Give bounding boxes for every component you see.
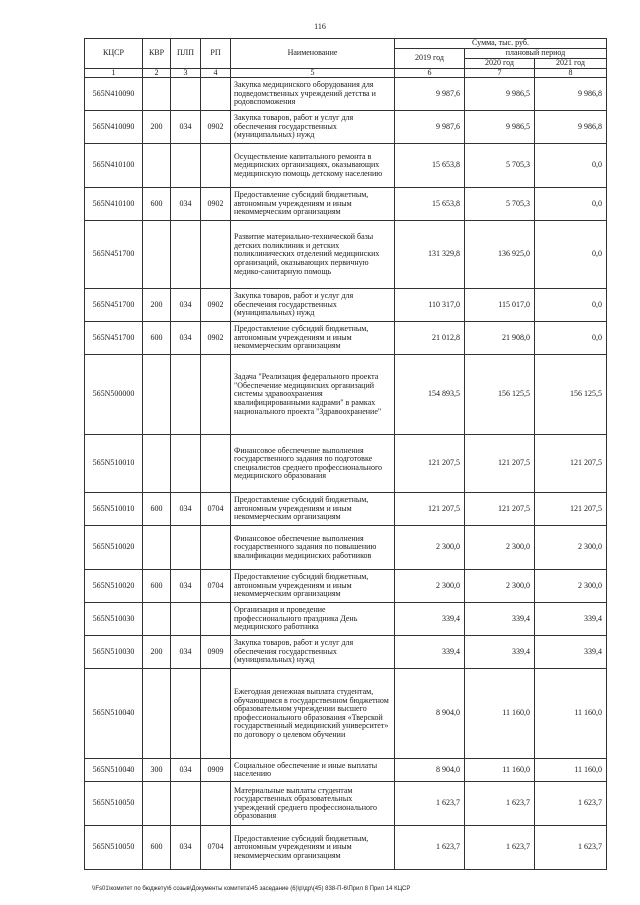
table-row [85, 289, 607, 322]
kcsr-cell: 565N510030 [85, 603, 143, 636]
amount-2019-cell: 15 653,8 [395, 144, 465, 188]
table-row [85, 188, 607, 221]
table-row [85, 78, 607, 111]
table-row [85, 782, 607, 826]
amount-2021-cell: 11 160,0 [535, 669, 607, 759]
amount-2019-cell: 339,4 [395, 603, 465, 636]
amount-2021-cell: 339,4 [535, 636, 607, 669]
amount-2019-cell: 9 987,6 [395, 111, 465, 144]
kvr-cell [143, 144, 171, 188]
budget-table [84, 38, 607, 870]
table-row [85, 355, 607, 435]
kvr-cell: 600 [143, 570, 171, 603]
kcsr-cell: 565N451700 [85, 289, 143, 322]
amount-2021-cell: 121 207,5 [535, 435, 607, 493]
amount-2020-cell: 1 623,7 [465, 826, 535, 870]
amount-2021-cell: 0,0 [535, 322, 607, 355]
column-number: 7 [465, 68, 535, 78]
amount-2020-cell: 1 623,7 [465, 782, 535, 826]
name-cell: Социальное обеспечение и иные выплаты населению [231, 759, 395, 782]
header-rp: РП [201, 39, 231, 69]
amount-2021-cell: 0,0 [535, 144, 607, 188]
name-cell: Предоставление субсидий бюджетным, автономным учреждениям и иным некоммерческим организациям [231, 322, 395, 355]
kcsr-cell: 565N410090 [85, 111, 143, 144]
amount-2019-cell: 121 207,5 [395, 493, 465, 526]
amount-2020-cell: 121 207,5 [465, 493, 535, 526]
header-name: Наименование [231, 39, 395, 69]
kcsr-cell: 565N510050 [85, 826, 143, 870]
amount-2019-cell: 8 904,0 [395, 759, 465, 782]
kvr-cell: 200 [143, 111, 171, 144]
plp-cell [171, 78, 201, 111]
plp-cell [171, 221, 201, 289]
table-body [85, 68, 607, 870]
table-row [85, 493, 607, 526]
plp-cell [171, 355, 201, 435]
name-cell: Закупка товаров, работ и услуг для обеспечения государственных (муниципальных) нужд [231, 111, 395, 144]
rp-cell: 0909 [201, 636, 231, 669]
plp-cell [171, 435, 201, 493]
name-cell: Ежегодная денежная выплата студентам, обучающимся в государственном бюджетном образовательном учреждении высшего профессионального образования «Тверской государственный медицинский университет» по договору о целевом обучении [231, 669, 395, 759]
table-row [85, 570, 607, 603]
amount-2021-cell: 1 623,7 [535, 826, 607, 870]
amount-2021-cell: 121 207,5 [535, 493, 607, 526]
table-row [85, 669, 607, 759]
header-plp: ПЛП [171, 39, 201, 69]
name-cell: Организация и проведение профессионального праздника День медицинского работника [231, 603, 395, 636]
table-row [85, 322, 607, 355]
rp-cell [201, 78, 231, 111]
amount-2020-cell: 136 925,0 [465, 221, 535, 289]
file-path-footer: \\Fs01\комитет по бюджету\6 созыв\Документы комитета\45 заседание (6)\р\др\(45) 838-П-6\Прил 8 Прил 14 КЦСР [92, 886, 411, 892]
amount-2020-cell: 115 017,0 [465, 289, 535, 322]
name-cell: Финансовое обеспечение выполнения государственного задания по подготовке специалистов среднего профессионального медицинского образования [231, 435, 395, 493]
amount-2019-cell: 15 653,8 [395, 188, 465, 221]
amount-2019-cell: 1 623,7 [395, 782, 465, 826]
rp-cell [201, 669, 231, 759]
column-number: 6 [395, 68, 465, 78]
amount-2021-cell: 9 986,8 [535, 111, 607, 144]
table-row [85, 526, 607, 570]
amount-2021-cell: 9 986,8 [535, 78, 607, 111]
kcsr-cell: 565N510010 [85, 435, 143, 493]
kcsr-cell: 565N510040 [85, 669, 143, 759]
kvr-cell [143, 221, 171, 289]
amount-2020-cell: 11 160,0 [465, 759, 535, 782]
amount-2020-cell: 21 908,0 [465, 322, 535, 355]
kcsr-cell: 565N510020 [85, 570, 143, 603]
kvr-cell: 600 [143, 322, 171, 355]
kvr-cell: 200 [143, 636, 171, 669]
amount-2021-cell: 11 160,0 [535, 759, 607, 782]
name-cell: Закупка медицинского оборудования для подведомственных учреждений детства и родовспоможения [231, 78, 395, 111]
page-number: 116 [314, 22, 326, 31]
kcsr-cell: 565N510020 [85, 526, 143, 570]
plp-cell: 034 [171, 188, 201, 221]
plp-cell [171, 144, 201, 188]
amount-2019-cell: 8 904,0 [395, 669, 465, 759]
column-number: 3 [171, 68, 201, 78]
table-row [85, 144, 607, 188]
kvr-cell: 200 [143, 289, 171, 322]
table-row [85, 435, 607, 493]
column-number: 8 [535, 68, 607, 78]
column-number: 1 [85, 68, 143, 78]
header-sum: Сумма, тыс. руб. [395, 39, 607, 49]
plp-cell [171, 526, 201, 570]
column-number-row [85, 68, 607, 78]
rp-cell: 0704 [201, 570, 231, 603]
kcsr-cell: 565N410100 [85, 188, 143, 221]
rp-cell: 0902 [201, 289, 231, 322]
rp-cell: 0704 [201, 826, 231, 870]
amount-2020-cell: 9 986,5 [465, 78, 535, 111]
plp-cell: 034 [171, 289, 201, 322]
amount-2020-cell: 339,4 [465, 636, 535, 669]
amount-2020-cell: 11 160,0 [465, 669, 535, 759]
plp-cell: 034 [171, 111, 201, 144]
rp-cell [201, 435, 231, 493]
amount-2021-cell: 2 300,0 [535, 526, 607, 570]
header-kvr: КВР [143, 39, 171, 69]
plp-cell: 034 [171, 570, 201, 603]
rp-cell: 0704 [201, 493, 231, 526]
header-year-2021: 2021 год [535, 59, 607, 69]
amount-2020-cell: 5 705,3 [465, 188, 535, 221]
amount-2021-cell: 1 623,7 [535, 782, 607, 826]
name-cell: Финансовое обеспечение выполнения государственного задания по повышению квалификации медицинских работников [231, 526, 395, 570]
plp-cell: 034 [171, 322, 201, 355]
kcsr-cell: 565N410090 [85, 78, 143, 111]
plp-cell [171, 669, 201, 759]
amount-2020-cell: 121 207,5 [465, 435, 535, 493]
table-row [85, 826, 607, 870]
name-cell: Предоставление субсидий бюджетным, автономным учреждениям и иным некоммерческим организациям [231, 188, 395, 221]
amount-2021-cell: 0,0 [535, 289, 607, 322]
table-row [85, 111, 607, 144]
rp-cell: 0902 [201, 111, 231, 144]
table-row [85, 603, 607, 636]
amount-2021-cell: 156 125,5 [535, 355, 607, 435]
rp-cell: 0909 [201, 759, 231, 782]
name-cell: Предоставление субсидий бюджетным, автономным учреждениям и иным некоммерческим организациям [231, 570, 395, 603]
rp-cell [201, 782, 231, 826]
name-cell: Закупка товаров, работ и услуг для обеспечения государственных (муниципальных) нужд [231, 289, 395, 322]
amount-2019-cell: 21 012,8 [395, 322, 465, 355]
rp-cell [201, 526, 231, 570]
kvr-cell [143, 526, 171, 570]
amount-2020-cell: 5 705,3 [465, 144, 535, 188]
column-number: 2 [143, 68, 171, 78]
header-planned-period: плановый период [465, 49, 607, 59]
rp-cell: 0902 [201, 188, 231, 221]
name-cell: Предоставление субсидий бюджетным, автономным учреждениям и иным некоммерческим организациям [231, 493, 395, 526]
amount-2021-cell: 0,0 [535, 188, 607, 221]
amount-2020-cell: 9 986,5 [465, 111, 535, 144]
amount-2019-cell: 1 623,7 [395, 826, 465, 870]
amount-2019-cell: 2 300,0 [395, 570, 465, 603]
name-cell: Материальные выплаты студентам государственных образовательных учреждений среднего профессионального образования [231, 782, 395, 826]
rp-cell [201, 144, 231, 188]
amount-2021-cell: 339,4 [535, 603, 607, 636]
kvr-cell [143, 603, 171, 636]
kcsr-cell: 565N510040 [85, 759, 143, 782]
amount-2019-cell: 154 893,5 [395, 355, 465, 435]
amount-2019-cell: 131 329,8 [395, 221, 465, 289]
plp-cell: 034 [171, 826, 201, 870]
table-header [85, 39, 607, 69]
rp-cell [201, 603, 231, 636]
kcsr-cell: 565N410100 [85, 144, 143, 188]
kvr-cell: 600 [143, 188, 171, 221]
column-number: 4 [201, 68, 231, 78]
name-cell: Задача "Реализация федерального проекта "Обеспечение медицинских организаций системы здравоохранения квалифицированными кадрами" в рамках национального проекта "Здравоохранение" [231, 355, 395, 435]
table-row [85, 759, 607, 782]
name-cell: Развитие материально-технической базы детских поликлиник и детских поликлинических отделений медицинских организаций, оказывающих первичную медико-санитарную помощь [231, 221, 395, 289]
kvr-cell [143, 78, 171, 111]
amount-2021-cell: 2 300,0 [535, 570, 607, 603]
amount-2020-cell: 156 125,5 [465, 355, 535, 435]
kcsr-cell: 565N510010 [85, 493, 143, 526]
amount-2019-cell: 9 987,6 [395, 78, 465, 111]
kvr-cell: 600 [143, 826, 171, 870]
plp-cell: 034 [171, 636, 201, 669]
kvr-cell [143, 435, 171, 493]
kvr-cell: 600 [143, 493, 171, 526]
name-cell: Предоставление субсидий бюджетным, автономным учреждениям и иным некоммерческим организациям [231, 826, 395, 870]
rp-cell: 0902 [201, 322, 231, 355]
amount-2020-cell: 2 300,0 [465, 526, 535, 570]
amount-2020-cell: 2 300,0 [465, 570, 535, 603]
kcsr-cell: 565N451700 [85, 221, 143, 289]
kcsr-cell: 565N500000 [85, 355, 143, 435]
kvr-cell [143, 782, 171, 826]
plp-cell: 034 [171, 759, 201, 782]
table-row [85, 636, 607, 669]
column-number: 5 [231, 68, 395, 78]
amount-2019-cell: 339,4 [395, 636, 465, 669]
amount-2020-cell: 339,4 [465, 603, 535, 636]
kvr-cell: 300 [143, 759, 171, 782]
header-year-2019: 2019 год [395, 49, 465, 69]
name-cell: Закупка товаров, работ и услуг для обеспечения государственных (муниципальных) нужд [231, 636, 395, 669]
amount-2021-cell: 0,0 [535, 221, 607, 289]
amount-2019-cell: 110 317,0 [395, 289, 465, 322]
plp-cell [171, 603, 201, 636]
amount-2019-cell: 2 300,0 [395, 526, 465, 570]
plp-cell: 034 [171, 493, 201, 526]
kcsr-cell: 565N451700 [85, 322, 143, 355]
name-cell: Осуществление капитального ремонта в медицинских организациях, оказывающих медицинскую помощь детскому населению [231, 144, 395, 188]
header-year-2020: 2020 год [465, 59, 535, 69]
header-kcsr: КЦСР [85, 39, 143, 69]
table-row [85, 221, 607, 289]
rp-cell [201, 221, 231, 289]
kvr-cell [143, 669, 171, 759]
rp-cell [201, 355, 231, 435]
kvr-cell [143, 355, 171, 435]
amount-2019-cell: 121 207,5 [395, 435, 465, 493]
kcsr-cell: 565N510050 [85, 782, 143, 826]
plp-cell [171, 782, 201, 826]
kcsr-cell: 565N510030 [85, 636, 143, 669]
